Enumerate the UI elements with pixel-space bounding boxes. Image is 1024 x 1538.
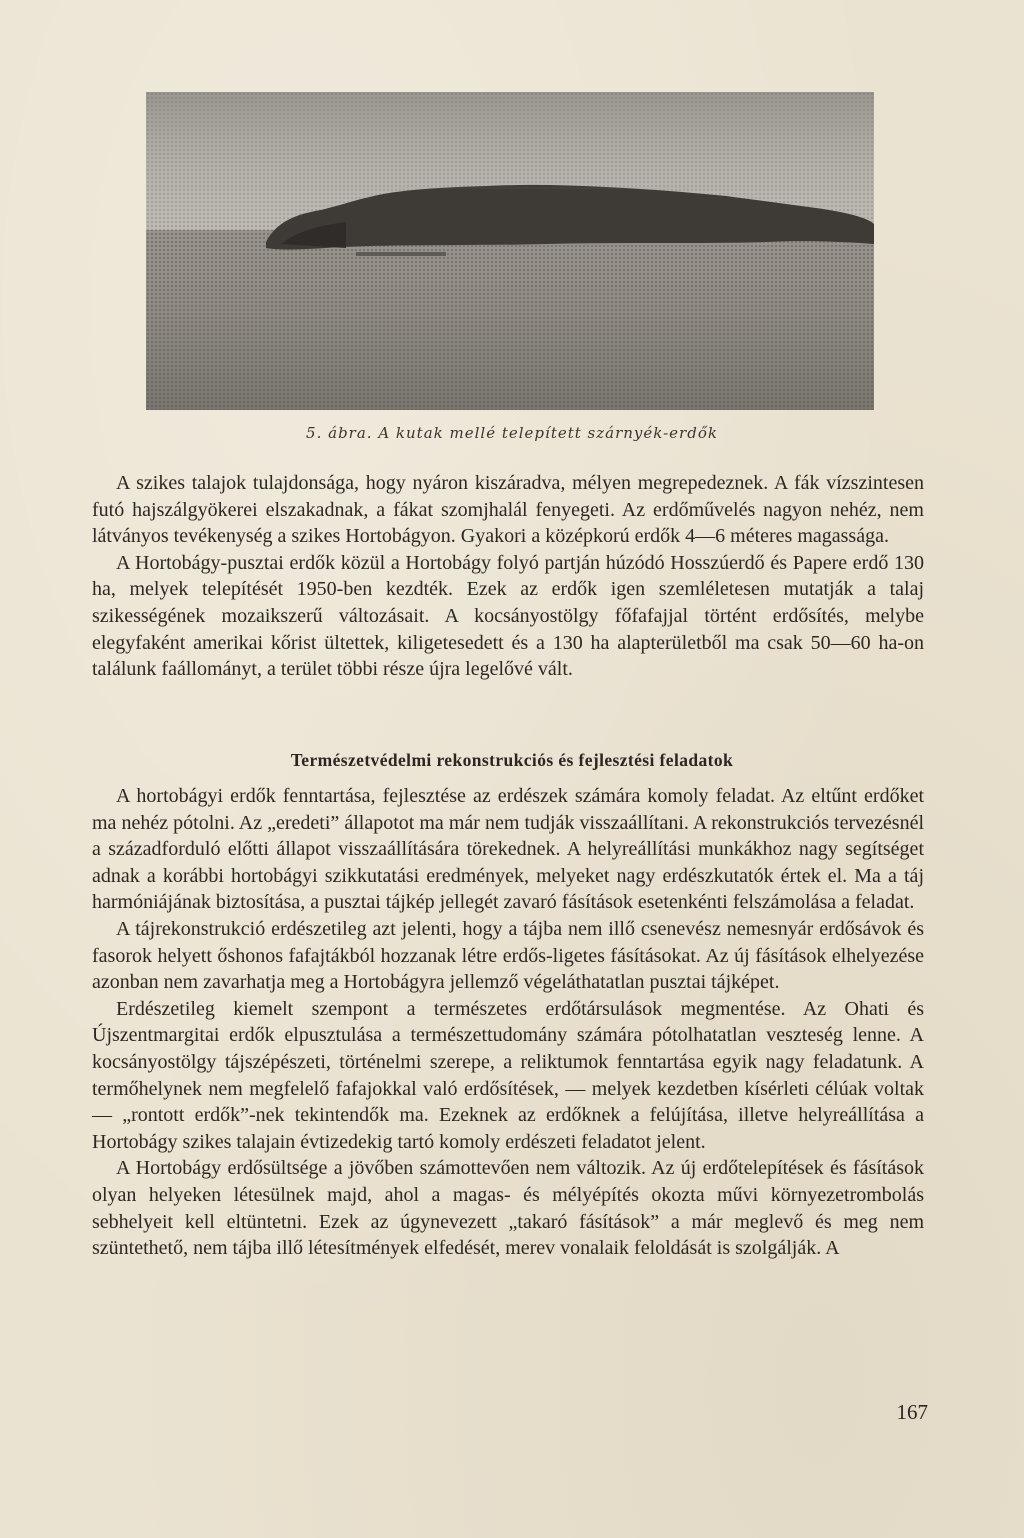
paragraph: A szikes talajok tulajdonsága, hogy nyáron kiszáradva, mélyen megrepedeznek. A fák vízszintesen futó hajszálgyökerei elszakadnak, a fákat szomjhalál fenyegeti. Az erdőművelés nagyon nehéz, nem látványos tevékenység a szikes Hortobágyon. Gyakori a középkorú erdők 4—6 méteres magassága. bbox=[92, 472, 924, 548]
paragraph: A hortobágyi erdők fenntartása, fejlesztése az erdészek számára komoly feladat. Az eltűnt erdőket ma nehéz pótolni. Az „eredeti” állapotot ma már nem tudják visszaállítani. A rekonstrukciós tervezésnél a századforduló előtti állapot visszaállítására törekednek. A helyreállítási munkákhoz nagy segítséget adnak a korábbi hortobágyi szikkutatási eredmények, melyeket nagy erdészkutatók értek el. Ma a táj harmóniájának biztosítása, a pusztai tájkép jellegét zavaró fásítások esetenkénti felszámolása a feladat. bbox=[92, 785, 924, 914]
paragraph: Erdészetileg kiemelt szempont a természetes erdőtársulások megmentése. Az Ohati és Újszentmargitai erdők elpusztulása a természettudomány számára pótolhatatlan veszteség lenne. A kocsányostölgy tájszépészeti, történelmi szerepe, a reliktumok fenntartása egyik nagy feladatunk. A termőhelynek nem megfelelő fafajokkal való erdősítések, — melyek kezdetben kísérleti célúak voltak — „rontott erdők”-nek tekintendők ma. Ezeknek az erdőknek a felújítása, illetve helyreállítása a Hortobágy szikes talajain évtizedekig tartó komoly erdészeti feladatot jelent. bbox=[92, 997, 924, 1153]
section-heading: Természetvédelmi rekonstrukciós és fejlesztési feladatok bbox=[290, 750, 734, 770]
halftone-photograph bbox=[146, 92, 874, 410]
paragraph: A Hortobágy erdősültsége a jövőben számottevően nem változik. Az új erdőtelepítések és fásítások olyan helyeken létesülnek majd, ahol a magas- és mélyépítés okozta művi környezetrombolás sebhelyeit kell eltüntetni. Ezek az úgynevezett „takaró fásítások” a már meglevő és meg nem szüntethető, nem tájba illő létesítmények elfedését, merev vonalaik feloldását is szolgálják. A bbox=[92, 1157, 924, 1260]
page-number: 167 bbox=[896, 1400, 928, 1424]
figure-caption: 5. ábra. A kutak mellé telepített szárnyék-erdők bbox=[306, 424, 718, 442]
paragraph: A tájrekonstrukció erdészetileg azt jelenti, hogy a tájba nem illő csenevész nemesnyár erdősávok és fasorok helyett őshonos fafajtákból hozzanak létre erdős-ligetes fásításokat. Az új fásítások elhelyezése azonban nem zavarhatja meg a Hortobágyra jellemző végeláthatatlan pusztai tájképet. bbox=[92, 917, 924, 994]
section-1-text bbox=[92, 470, 924, 683]
paragraph: A Hortobágy-pusztai erdők közül a Hortobágy folyó partján húzódó Hosszúerdő és Papere erdő 130 ha, melyek telepítését 1950-ben kezdték. Ezek az erdők igen szemléletesen mutatják a talaj szikességének mozaikszerű változásait. A kocsányostölgy főfafajjal történt erdősítés, melybe elegyfaként amerikai kőrist ültettek, kiligetesedett és a 130 ha alapterületből ma csak 50—60 ha-on találunk faállományt, a terület többi része újra legelővé vált. bbox=[92, 551, 924, 681]
section-2-text bbox=[92, 783, 924, 1262]
